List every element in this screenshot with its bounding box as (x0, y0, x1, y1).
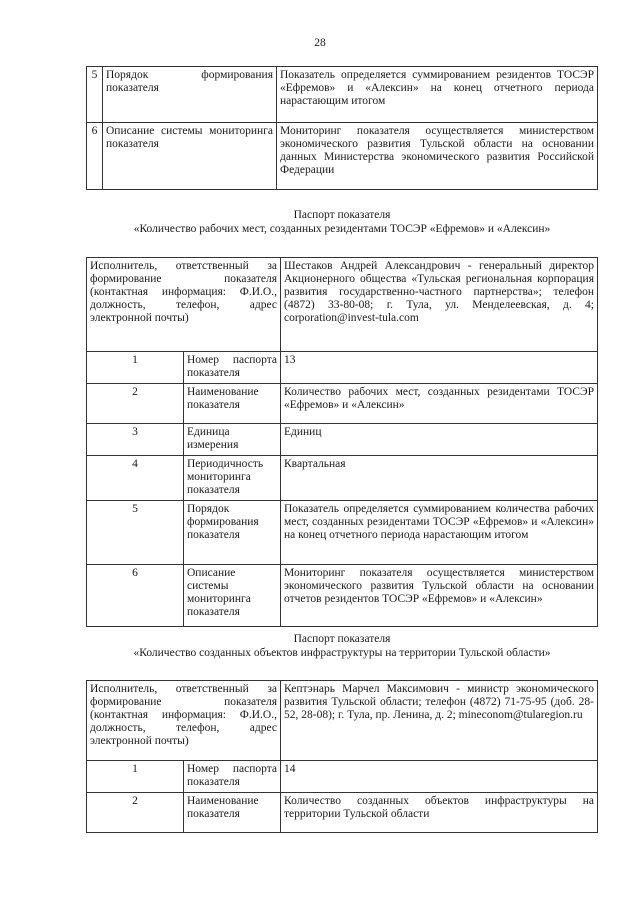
row-label: Описание системы мониторинга показателя (184, 565, 281, 627)
row-label: Номер паспорта показателя (184, 761, 281, 793)
passport-table-13 (86, 257, 598, 627)
row-number: 1 (87, 761, 184, 793)
table-row (87, 352, 598, 384)
row-label: Единица измерения (184, 424, 281, 456)
row-value: 14 (281, 761, 598, 793)
passport-heading-name: «Количество созданных объектов инфраструктуры на территории Тульской области» (133, 647, 551, 659)
row-number: 2 (87, 793, 184, 833)
table-row (87, 123, 598, 190)
row-number: 6 (87, 123, 103, 190)
passport-heading-title: Паспорт показателя (293, 633, 391, 645)
table-row (87, 258, 598, 352)
row-label: Порядок формирования показателя (184, 501, 281, 565)
row-number: 4 (87, 456, 184, 501)
row-number: 6 (87, 565, 184, 627)
row-label: Номер паспорта показателя (184, 352, 281, 384)
row-value: Показатель определяется суммированием количества рабочих мест, созданных резидентами ТОСЭР «Ефремов» и «Алексин» на конец отчетного периода нарастающим итогом (281, 501, 598, 565)
row-label: Наименование показателя (184, 384, 281, 424)
passport-heading-name: «Количество рабочих мест, созданных резидентами ТОСЭР «Ефремов» и «Алексин» (133, 223, 551, 235)
row-value: Количество рабочих мест, созданных резидентами ТОСЭР «Ефремов» и «Алексин» (281, 384, 598, 424)
table-row (87, 456, 598, 501)
table-row (87, 67, 598, 123)
passport-heading (86, 632, 598, 660)
table-row (87, 565, 598, 627)
row-number: 3 (87, 424, 184, 456)
row-number: 2 (87, 384, 184, 424)
row-number: 5 (87, 501, 184, 565)
table-row (87, 501, 598, 565)
row-number: 5 (87, 67, 103, 123)
row-value: Квартальная (281, 456, 598, 501)
table-row (87, 793, 598, 833)
row-label: Описание системы мониторинга показателя (103, 123, 277, 190)
table-row (87, 424, 598, 456)
row-number: 1 (87, 352, 184, 384)
passport-heading-title: Паспорт показателя (293, 209, 391, 221)
executor-label: Исполнитель, ответственный за формирование показателя (контактная информация: Ф.И.О., должность, телефон, адрес электронной почты) (87, 681, 281, 761)
passport-table-14 (86, 680, 598, 833)
executor-label: Исполнитель, ответственный за формирование показателя (контактная информация: Ф.И.О., должность, телефон, адрес электронной почты) (87, 258, 281, 352)
row-value: Показатель определяется суммированием резидентов ТОСЭР «Ефремов» и «Алексин» на конец отчетного периода нарастающим итогом (277, 67, 598, 123)
row-value: Мониторинг показателя осуществляется министерством экономического развития Тульской области на основании данных Министерства экономического развития Российской Федерации (277, 123, 598, 190)
executor-value: Кептэнарь Марчел Максимович - министр экономического развития Тульской области; телефон (4872) 71-75-95 (доб. 28-52, 28-08); г. Тула, пр. Ленина, д. 2; mineconom@tularegion.ru (281, 681, 598, 761)
row-label: Порядок формирования показателя (103, 67, 277, 123)
executor-value: Шестаков Андрей Александрович - генеральный директор Акционерного общества «Тульская региональная корпорация развития государственно-частного партнерства»; телефон (4872) 33-80-08; г. Тула, ул. Менделеевская, д. 4; corporation@invest-tula.com (281, 258, 598, 352)
passport-heading (86, 208, 598, 236)
passport-table-continued (86, 66, 598, 190)
row-value: 13 (281, 352, 598, 384)
page-number: 28 (314, 37, 326, 49)
row-value: Мониторинг показателя осуществляется министерством экономического развития Тульской области на основании отчетов резидентов ТОСЭР «Ефремов» и «Алексин» (281, 565, 598, 627)
table-row (87, 761, 598, 793)
table-row (87, 384, 598, 424)
row-label: Периодичность мониторинга показателя (184, 456, 281, 501)
row-value: Единиц (281, 424, 598, 456)
row-label: Наименование показателя (184, 793, 281, 833)
row-value: Количество созданных объектов инфраструктуры на территории Тульской области (281, 793, 598, 833)
table-row (87, 681, 598, 761)
